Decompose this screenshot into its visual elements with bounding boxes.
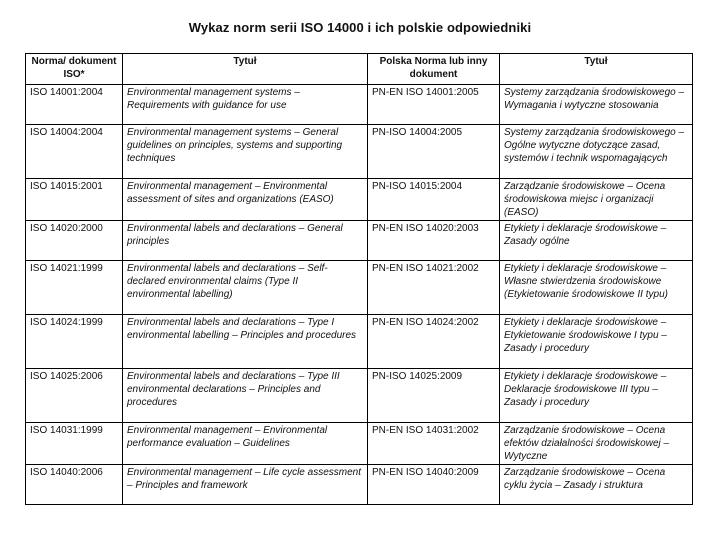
- cell-title-pl: Zarządzanie środowiskowe – Ocena środowiskowa miejsc i organizacji (EASO): [500, 179, 693, 221]
- cell-iso-number: ISO 14024:1999: [26, 315, 123, 369]
- table-row: [26, 315, 693, 369]
- cell-title-en: Environmental labels and declarations – Self-declared environmental claims (Type II environmental labelling): [123, 261, 368, 315]
- header-title-pl: Tytuł: [500, 54, 693, 85]
- cell-title-en: Environmental labels and declarations – Type I environmental labelling – Principles and procedures: [123, 315, 368, 369]
- cell-pn-number: PN-EN ISO 14001:2005: [368, 85, 500, 125]
- cell-iso-number: ISO 14001:2004: [26, 85, 123, 125]
- cell-title-pl: Zarządzanie środowiskowe – Ocena efektów działalności środowiskowej – Wytyczne: [500, 423, 693, 465]
- cell-pn-number: PN-EN ISO 14024:2002: [368, 315, 500, 369]
- table-row: [26, 261, 693, 315]
- table-row: [26, 465, 693, 505]
- cell-title-en: Environmental management systems – Requirements with guidance for use: [123, 85, 368, 125]
- cell-title-en: Environmental management – Environmental assessment of sites and organizations (EASO): [123, 179, 368, 221]
- cell-title-pl: Systemy zarządzania środowiskowego – Ogólne wytyczne dotyczące zasad, systemów i technik wspomagających: [500, 125, 693, 179]
- cell-iso-number: ISO 14025:2006: [26, 369, 123, 423]
- header-iso-document: Norma/ dokument ISO*: [26, 54, 123, 85]
- cell-iso-number: ISO 14020:2000: [26, 221, 123, 261]
- cell-iso-number: ISO 14031:1999: [26, 423, 123, 465]
- table-row: [26, 85, 693, 125]
- cell-title-en: Environmental management systems – General guidelines on principles, systems and supporting techniques: [123, 125, 368, 179]
- cell-pn-number: PN-EN ISO 14020:2003: [368, 221, 500, 261]
- cell-iso-number: ISO 14021:1999: [26, 261, 123, 315]
- cell-pn-number: PN-EN ISO 14021:2002: [368, 261, 500, 315]
- cell-title-pl: Etykiety i deklaracje środowiskowe – Własne stwierdzenia środowiskowe (Etykietowanie środowiskowe II typu): [500, 261, 693, 315]
- document-title: Wykaz norm serii ISO 14000 i ich polskie odpowiedniki: [188, 20, 532, 35]
- cell-pn-number: PN-ISO 14025:2009: [368, 369, 500, 423]
- table-header-row: [26, 54, 693, 85]
- cell-pn-number: PN-ISO 14015:2004: [368, 179, 500, 221]
- table-row: [26, 423, 693, 465]
- cell-pn-number: PN-EN ISO 14031:2002: [368, 423, 500, 465]
- cell-title-en: Environmental management – Environmental performance evaluation – Guidelines: [123, 423, 368, 465]
- cell-title-pl: Etykiety i deklaracje środowiskowe – Deklaracje środowiskowe III typu – Zasady i procedury: [500, 369, 693, 423]
- cell-title-en: Environmental labels and declarations – General principles: [123, 221, 368, 261]
- cell-title-pl: Zarządzanie środowiskowe – Ocena cyklu życia – Zasady i struktura: [500, 465, 693, 505]
- cell-pn-number: PN-EN ISO 14040:2009: [368, 465, 500, 505]
- cell-title-en: Environmental management – Life cycle assessment – Principles and framework: [123, 465, 368, 505]
- table-row: [26, 369, 693, 423]
- cell-iso-number: ISO 14040:2006: [26, 465, 123, 505]
- header-title-en: Tytuł: [123, 54, 368, 85]
- table-row: [26, 125, 693, 179]
- cell-title-pl: Etykiety i deklaracje środowiskowe – Zasady ogólne: [500, 221, 693, 261]
- cell-pn-number: PN-ISO 14004:2005: [368, 125, 500, 179]
- cell-title-pl: Etykiety i deklaracje środowiskowe – Etykietowanie środowiskowe I typu – Zasady i procedury: [500, 315, 693, 369]
- cell-title-pl: Systemy zarządzania środowiskowego – Wymagania i wytyczne stosowania: [500, 85, 693, 125]
- table-row: [26, 221, 693, 261]
- cell-title-en: Environmental labels and declarations – Type III environmental declarations – Principles and procedures: [123, 369, 368, 423]
- header-polish-standard: Polska Norma lub inny dokument: [368, 54, 500, 85]
- standards-table: [25, 53, 693, 505]
- cell-iso-number: ISO 14004:2004: [26, 125, 123, 179]
- cell-iso-number: ISO 14015:2001: [26, 179, 123, 221]
- table-row: [26, 179, 693, 221]
